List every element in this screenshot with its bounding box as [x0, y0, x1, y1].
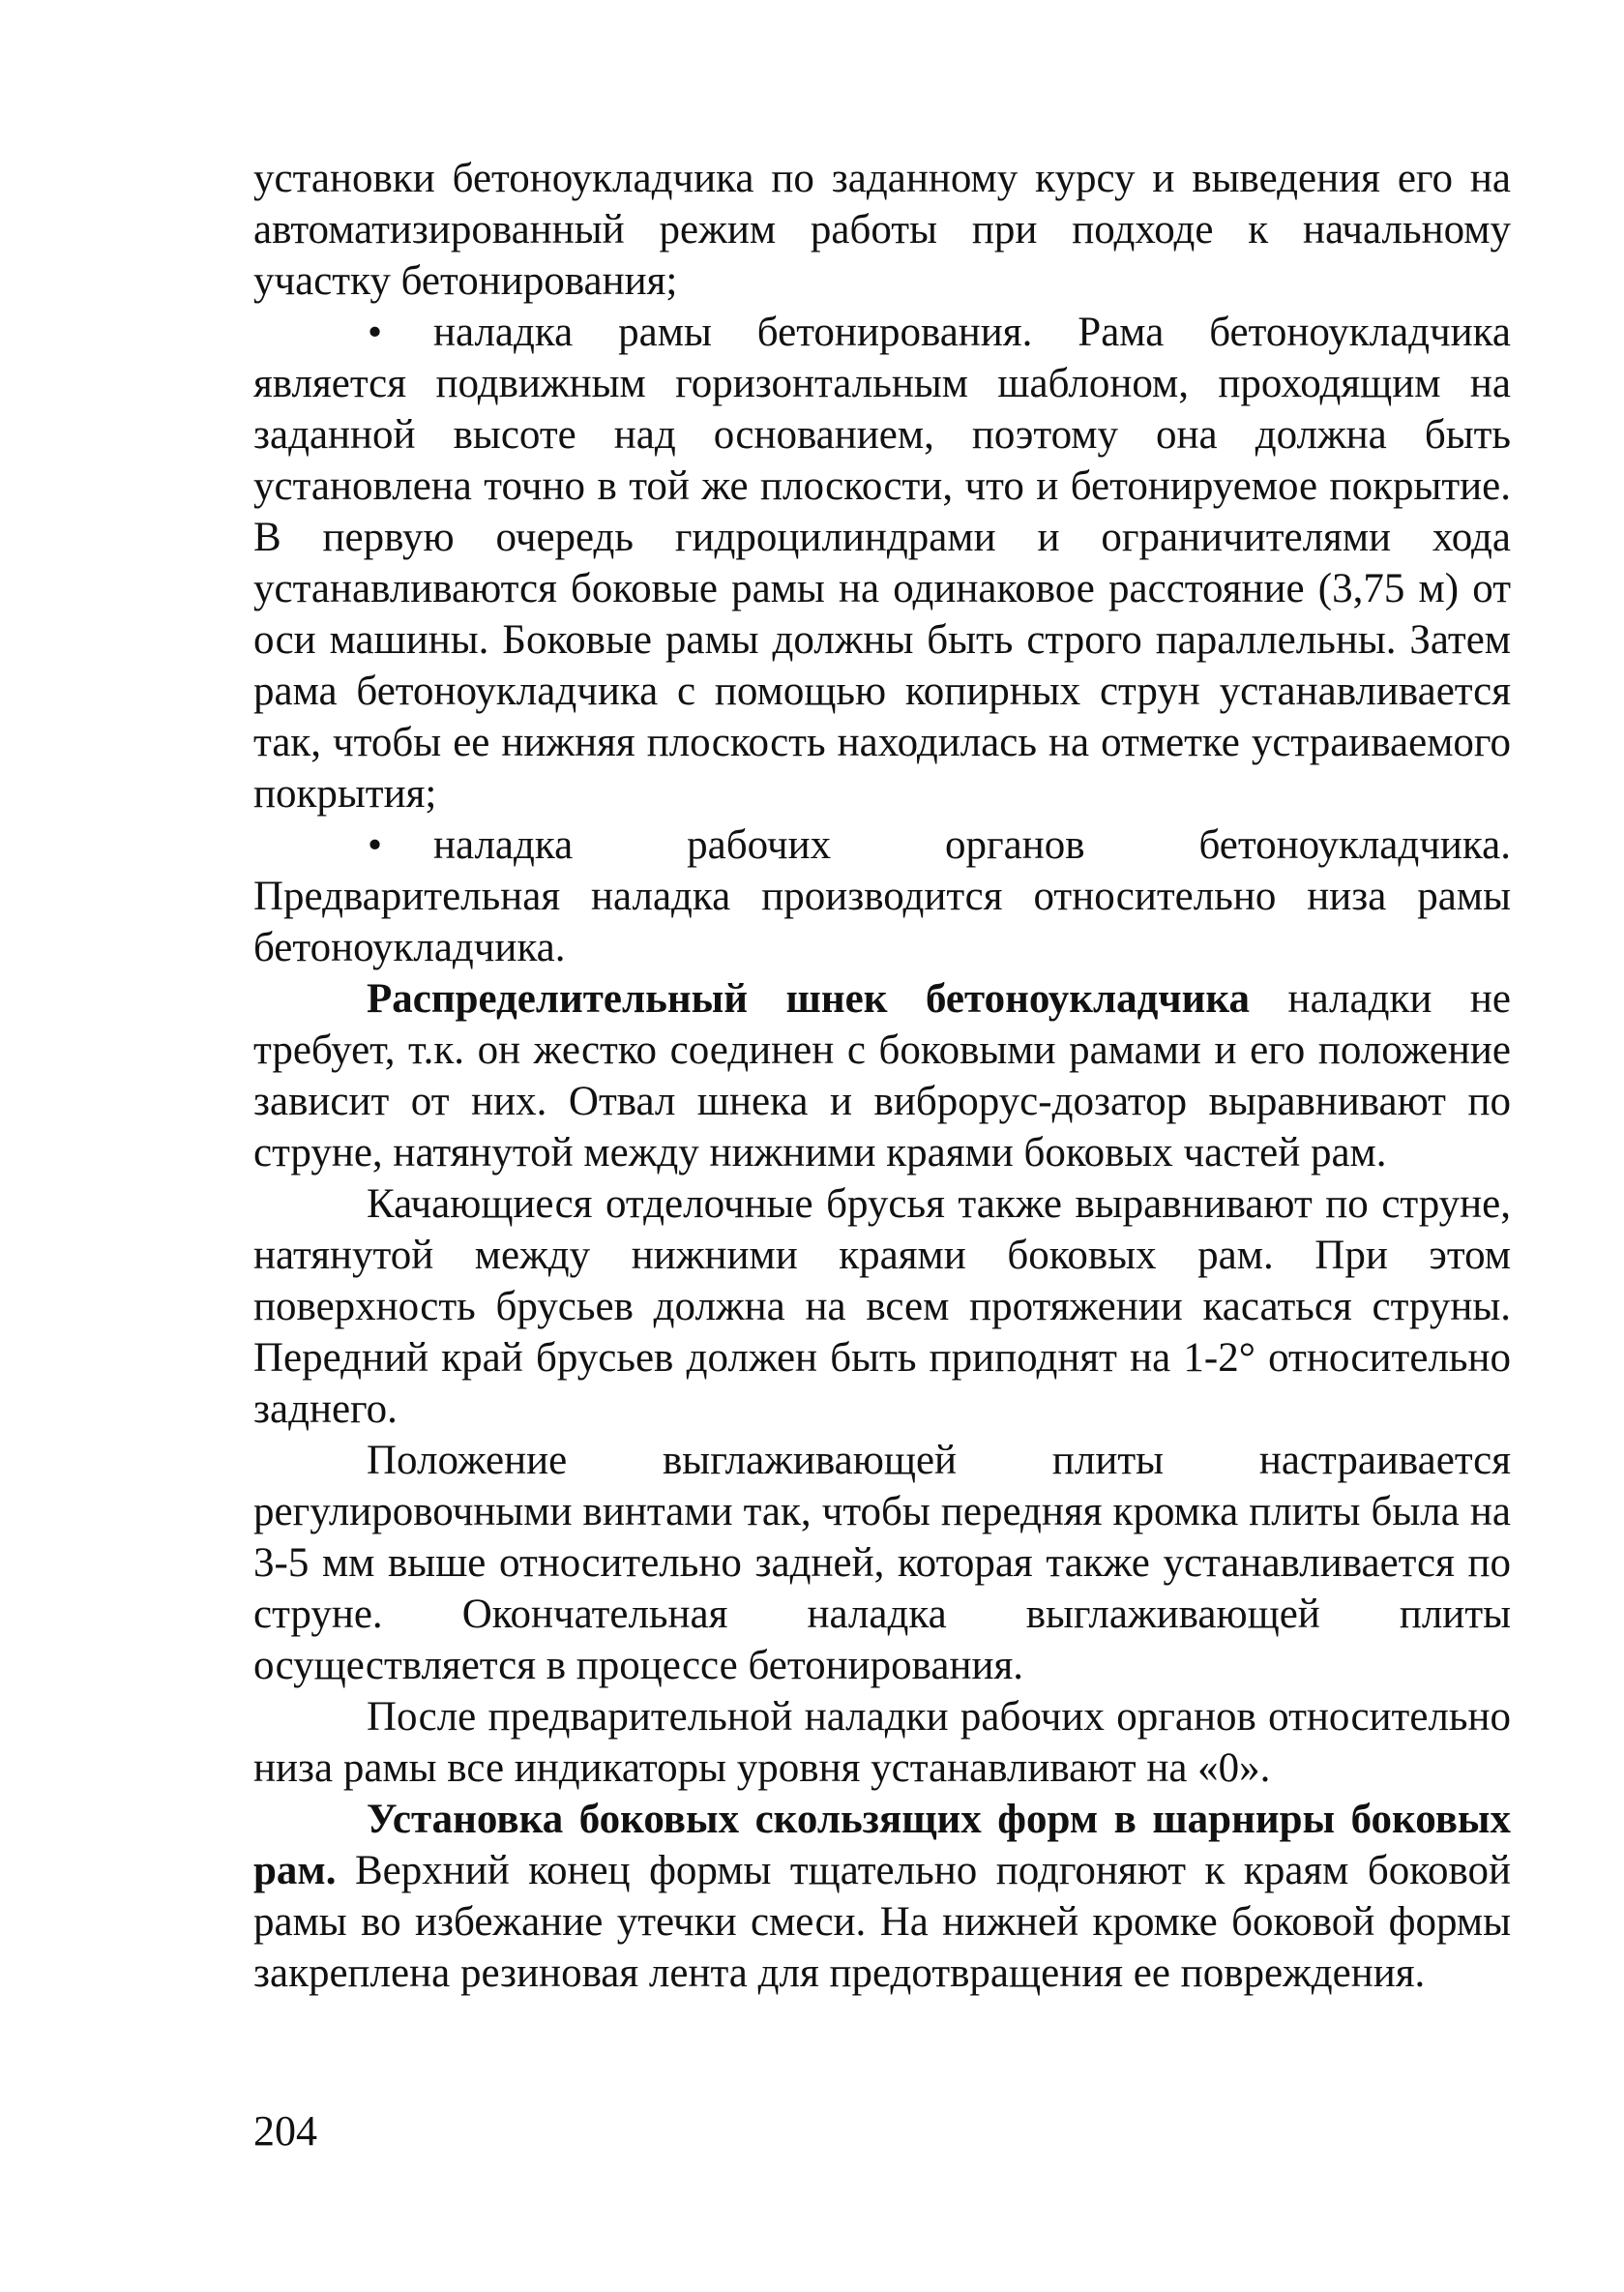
paragraph-side-forms [253, 1794, 1511, 1999]
bullet-icon: • [368, 822, 383, 868]
bold-term-auger: Распределительный шнек бетоноукладчика [367, 976, 1251, 1022]
paragraph-smoothing-plate: Положение выглаживающей плиты настраивается регулировочными винтами так, чтобы передняя кромка плиты была на 3-5 мм выше относительно задней, которая также устанавливается по струне. Окончательная наладка выглаживающей плиты осуществляется в процессе бетонирования. [253, 1438, 1511, 1688]
paragraph-level-indicators: После предварительной наладки рабочих органов относительно низа рамы все индикаторы уровня устанавливают на «0». [253, 1694, 1511, 1791]
bold-term-side-forms: Установка боковых скользящих форм в шарниры боковых рам. [253, 1797, 1511, 1893]
page-body [253, 153, 1511, 1999]
bullet-text: наладка рабочих органов бетоноукладчика. Предварительная наладка производится относительно низа рамы бетоноукладчика. [253, 822, 1511, 970]
paragraph-text: Верхний конец формы тщательно подгоняют к краям боковой рамы во избежание утечки смеси. На нижней кромке боковой формы закреплена резиновая лента для предотвращения ее повреждения. [253, 1848, 1511, 1996]
paragraph-auger [253, 973, 1511, 1178]
page-number: 204 [253, 2107, 317, 2155]
bullet-text: наладка рамы бетонирования. Рама бетоноукладчика является подвижным горизонтальным шаблоном, проходящим на заданной высоте над основанием, поэтому она должна быть установлена точно в той же плоскости, что и бетонируемое покрытие. В первую очередь гидроцилиндрами и ограничителями хода устанавливаются боковые рамы на одинаковое расстояние (3,75 м) от оси машины. Боковые рамы должны быть строго параллельны. Затем рама бетоноукладчика с помощью копирных струн устанавливается так, чтобы ее нижняя плоскость находилась на отметке устраиваемого покрытия; [253, 310, 1511, 817]
paragraph-course-setup: установки бетоноукладчика по заданному курсу и выведения его на автоматизированный режим работы при подходе к начальному участку бетонирования; [253, 156, 1511, 304]
paragraph-text: наладки не требует, т.к. он жестко соединен с боковыми рамами и его положение зависит от них. Отвал шнека и виброрус-дозатор выравнивают по струне, натянутой между нижними краями боковых частей рам. [253, 976, 1511, 1176]
bullet-item-frame-adjustment [253, 307, 1511, 819]
bullet-icon: • [368, 310, 383, 355]
paragraph-finishing-beams: Качающиеся отделочные брусья также выравнивают по струне, натянутой между нижними краями боковых рам. При этом поверхность брусьев должна на всем протяжении касаться струны. Передний край брусьев должен быть приподнят на 1-2° относительно заднего. [253, 1181, 1511, 1432]
bullet-item-working-parts-adjustment [253, 819, 1511, 973]
